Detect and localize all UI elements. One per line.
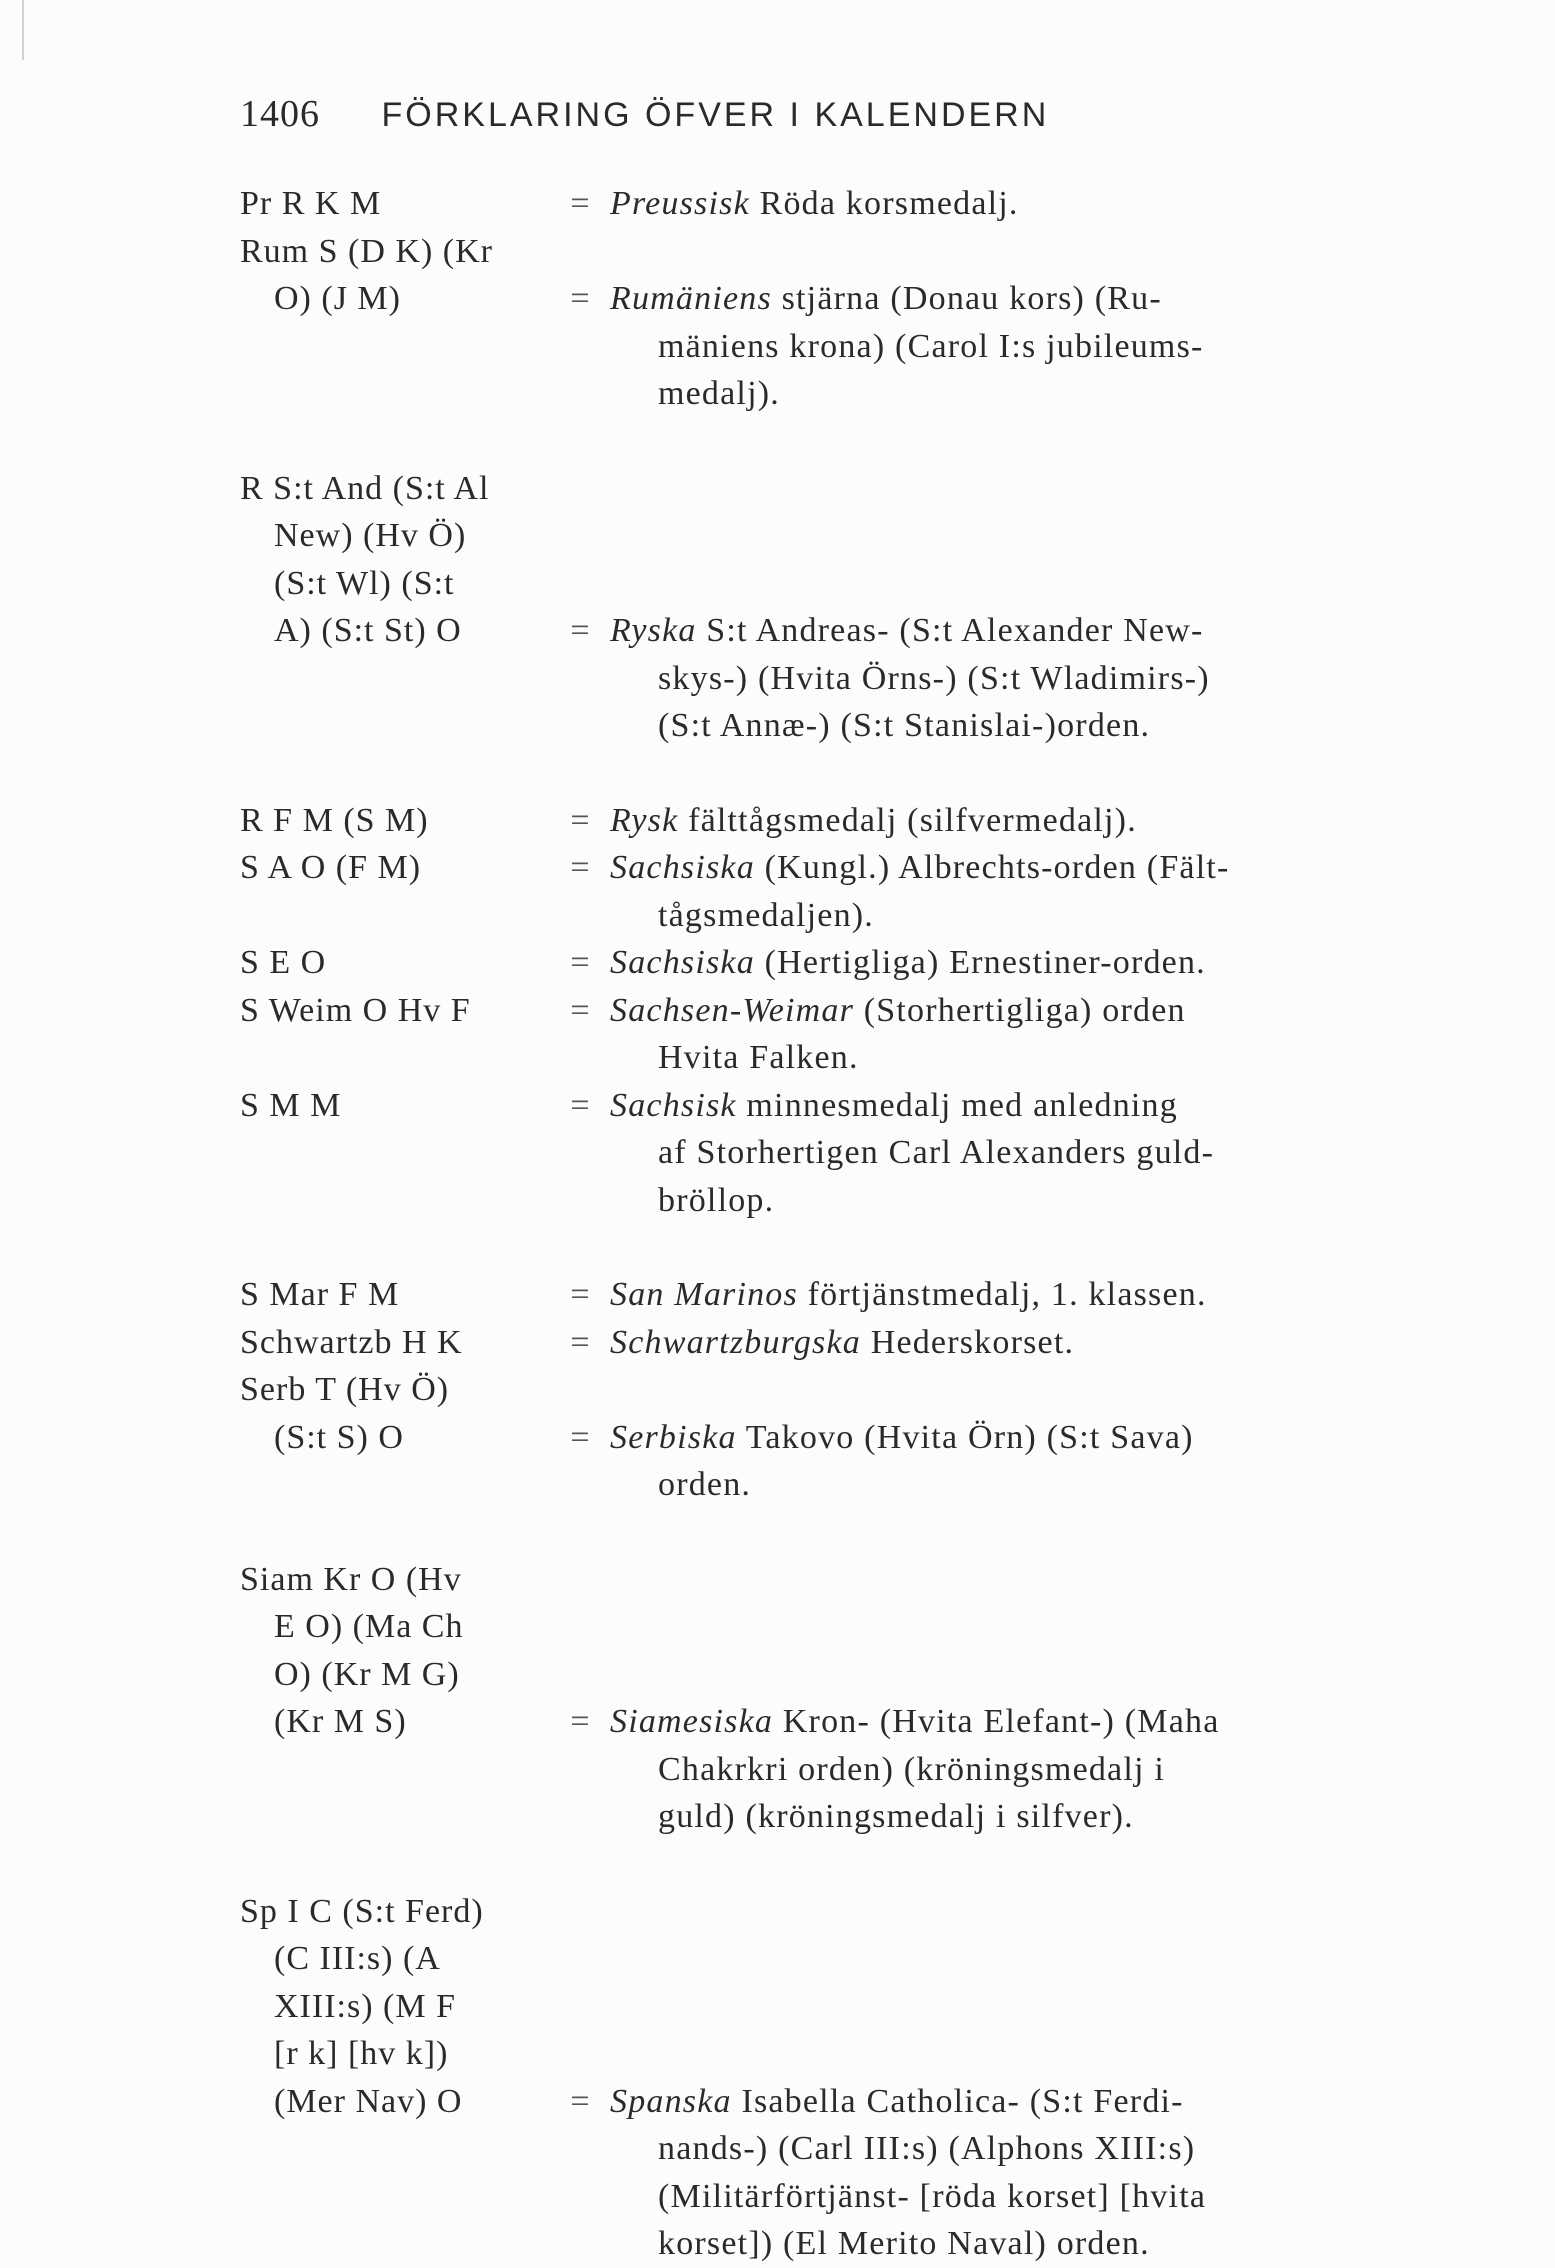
explanation-first-line xyxy=(610,1698,1390,1746)
abbreviation xyxy=(240,797,550,845)
abbreviation-entry xyxy=(240,987,1390,1082)
equals-sign: = xyxy=(570,280,590,317)
explanation-first-line xyxy=(610,1271,1390,1319)
explanation-continuation: Chakrkri orden) (kröningsmedalj i xyxy=(658,1750,1165,1788)
explanation-text: S:t Andreas- (S:t Alexander New- xyxy=(706,612,1204,649)
abbreviation-entry xyxy=(240,1556,1390,1841)
explanation xyxy=(610,228,1390,418)
abbreviation xyxy=(240,1271,550,1319)
running-title: FÖRKLARING ÖFVER I KALENDERN xyxy=(381,96,1050,134)
abbreviation xyxy=(240,987,550,1082)
abbreviation xyxy=(240,1888,550,2268)
abbreviation-line: Schwartzb H K xyxy=(240,1323,463,1361)
abbreviation-line: [r k] [hv k]) xyxy=(274,2035,449,2072)
explanation-continuation: guld) (kröningsmedalj i silfver). xyxy=(658,1798,1134,1835)
abbreviation-entry xyxy=(240,1319,1390,1367)
country-name: Preussisk xyxy=(610,185,750,222)
country-name: Rumäniens xyxy=(610,280,772,317)
explanation-text: fälttågsmedalj (silfvermedalj). xyxy=(688,801,1137,839)
abbreviation-entry xyxy=(240,1888,1390,2268)
explanation-text: Hederskorset. xyxy=(870,1323,1075,1361)
country-name: Serbiska xyxy=(610,1418,737,1456)
explanation-first-line xyxy=(610,180,1390,228)
explanation-continuation: (S:t Annæ-) (S:t Stanislai-)orden. xyxy=(658,707,1151,744)
country-name: Siamesiska xyxy=(610,1703,774,1740)
country-name: Spanska xyxy=(610,2082,732,2120)
abbreviation-entry xyxy=(240,1082,1390,1225)
abbreviation-line: Siam Kr O (Hv xyxy=(240,1560,462,1598)
abbreviation xyxy=(240,1082,550,1225)
page-number: 1406 xyxy=(240,93,320,135)
equals-sign: = xyxy=(570,2082,590,2120)
abbreviation-line: Rum S (D K) (Kr xyxy=(240,232,493,270)
explanation-text: minnesmedalj med anledning xyxy=(746,1086,1178,1124)
explanation-text: (Hertigliga) Ernestiner-orden. xyxy=(764,944,1206,981)
explanation xyxy=(610,844,1390,939)
explanation-text: (Storhertigliga) orden xyxy=(863,991,1186,1029)
abbreviation-line: Serb T (Hv Ö) xyxy=(240,1371,450,1408)
abbreviation-line: Sp I C (S:t Ferd) xyxy=(240,1892,484,1930)
explanation-first-line xyxy=(610,275,1390,323)
equals-sign: = xyxy=(570,612,590,649)
explanation-first-line xyxy=(610,797,1390,845)
explanation xyxy=(610,180,1390,228)
explanation-continuation: bröllop. xyxy=(658,1181,775,1219)
abbreviation-entry xyxy=(240,1271,1390,1319)
explanation-continuation: korset]) (El Merito Naval) orden. xyxy=(658,2225,1150,2262)
explanation-first-line xyxy=(610,987,1390,1035)
abbreviation xyxy=(240,180,550,228)
abbreviation-entry xyxy=(240,228,1390,418)
explanation-first-line xyxy=(610,1414,1390,1462)
explanation-continuation: skys-) (Hvita Örns-) (S:t Wladimirs-) xyxy=(658,659,1210,697)
page-header xyxy=(240,92,1049,136)
abbreviation-line: (S:t S) O xyxy=(274,1418,404,1456)
explanation xyxy=(610,1366,1390,1509)
abbreviation-entry xyxy=(240,465,1390,750)
explanation-first-line xyxy=(610,2078,1390,2126)
abbreviation-list xyxy=(240,180,1390,2268)
explanation xyxy=(610,1082,1390,1225)
explanation xyxy=(610,1888,1390,2268)
abbreviation xyxy=(240,1366,550,1509)
explanation-text: Röda korsmedalj. xyxy=(759,185,1019,222)
abbreviation xyxy=(240,844,550,939)
abbreviation-line: (S:t Wl) (S:t xyxy=(274,564,455,602)
equals-sign: = xyxy=(570,1418,590,1456)
abbreviation xyxy=(240,939,550,987)
equals-sign: = xyxy=(570,1086,590,1124)
abbreviation-line: O) (J M) xyxy=(274,280,401,317)
explanation-continuation: tågsmedaljen). xyxy=(658,896,875,934)
abbreviation-line: XIII:s) (M F xyxy=(274,1987,456,2025)
equals-sign: = xyxy=(570,801,590,839)
explanation-continuation: (Militärförtjänst- [röda korset] [hvita xyxy=(658,2177,1207,2215)
abbreviation-line: A) (S:t St) O xyxy=(274,612,462,649)
equals-sign: = xyxy=(570,1703,590,1740)
explanation-continuation: nands-) (Carl III:s) (Alphons XIII:s) xyxy=(658,2130,1196,2167)
country-name: Sachsisk xyxy=(610,1086,737,1124)
explanation-continuation: medalj). xyxy=(658,375,780,412)
abbreviation xyxy=(240,1319,550,1367)
abbreviation-entry xyxy=(240,1366,1390,1509)
explanation-text: (Kungl.) Albrechts-orden (Fält- xyxy=(764,849,1230,886)
abbreviation-line: S M M xyxy=(240,1086,342,1124)
country-name: Sachsiska xyxy=(610,944,755,981)
explanation xyxy=(610,465,1390,750)
explanation xyxy=(610,1271,1390,1319)
explanation-first-line xyxy=(610,1319,1390,1367)
explanation-continuation: af Storhertigen Carl Alexanders guld- xyxy=(658,1134,1215,1171)
explanation-first-line xyxy=(610,607,1390,655)
explanation-continuation: orden. xyxy=(658,1466,752,1503)
country-name: Sachsen-Weimar xyxy=(610,991,855,1029)
abbreviation-entry xyxy=(240,797,1390,845)
explanation xyxy=(610,1319,1390,1367)
country-name: Rysk xyxy=(610,801,679,839)
explanation xyxy=(610,1556,1390,1841)
abbreviation-line: S Weim O Hv F xyxy=(240,991,471,1029)
abbreviation-entry xyxy=(240,844,1390,939)
country-name: Sachsiska xyxy=(610,849,755,886)
page-edge xyxy=(22,0,24,60)
explanation xyxy=(610,987,1390,1082)
explanation-continuation: mäniens krona) (Carol I:s jubileums- xyxy=(658,327,1204,365)
equals-sign: = xyxy=(570,849,590,886)
abbreviation-line: R F M (S M) xyxy=(240,801,429,839)
equals-sign: = xyxy=(570,991,590,1029)
country-name: Ryska xyxy=(610,612,697,649)
abbreviation-line: S E O xyxy=(240,944,327,981)
abbreviation-entry xyxy=(240,180,1390,228)
abbreviation-line: (Mer Nav) O xyxy=(274,2082,463,2120)
explanation xyxy=(610,797,1390,845)
explanation-first-line xyxy=(610,1082,1390,1130)
abbreviation-line: S Mar F M xyxy=(240,1276,400,1313)
abbreviation-line: Pr R K M xyxy=(240,185,382,222)
abbreviation-line: (Kr M S) xyxy=(274,1703,407,1740)
country-name: San Marinos xyxy=(610,1276,798,1313)
explanation-text: Takovo (Hvita Örn) (S:t Sava) xyxy=(745,1418,1194,1456)
abbreviation-line: R S:t And (S:t Al xyxy=(240,469,490,507)
equals-sign: = xyxy=(570,944,590,981)
abbreviation-entry xyxy=(240,939,1390,987)
equals-sign: = xyxy=(570,185,590,222)
explanation-text: stjärna (Donau kors) (Ru- xyxy=(781,280,1162,317)
explanation xyxy=(610,939,1390,987)
explanation-first-line xyxy=(610,844,1390,892)
abbreviation xyxy=(240,465,550,750)
equals-sign: = xyxy=(570,1323,590,1361)
abbreviation xyxy=(240,1556,550,1841)
explanation-continuation: Hvita Falken. xyxy=(658,1039,859,1076)
abbreviation-line: O) (Kr M G) xyxy=(274,1655,460,1693)
equals-sign: = xyxy=(570,1276,590,1313)
abbreviation-line: S A O (F M) xyxy=(240,849,422,886)
explanation-text: Isabella Catholica- (S:t Ferdi- xyxy=(741,2082,1184,2120)
abbreviation-line: New) (Hv Ö) xyxy=(274,517,467,554)
explanation-text: Kron- (Hvita Elefant-) (Maha xyxy=(782,1703,1220,1740)
country-name: Schwartzburgska xyxy=(610,1323,861,1361)
abbreviation-line: (C III:s) (A xyxy=(274,1940,441,1977)
abbreviation-line: E O) (Ma Ch xyxy=(274,1608,464,1645)
explanation-first-line xyxy=(610,939,1390,987)
abbreviation xyxy=(240,228,550,418)
explanation-text: förtjänstmedalj, 1. klassen. xyxy=(807,1276,1207,1313)
